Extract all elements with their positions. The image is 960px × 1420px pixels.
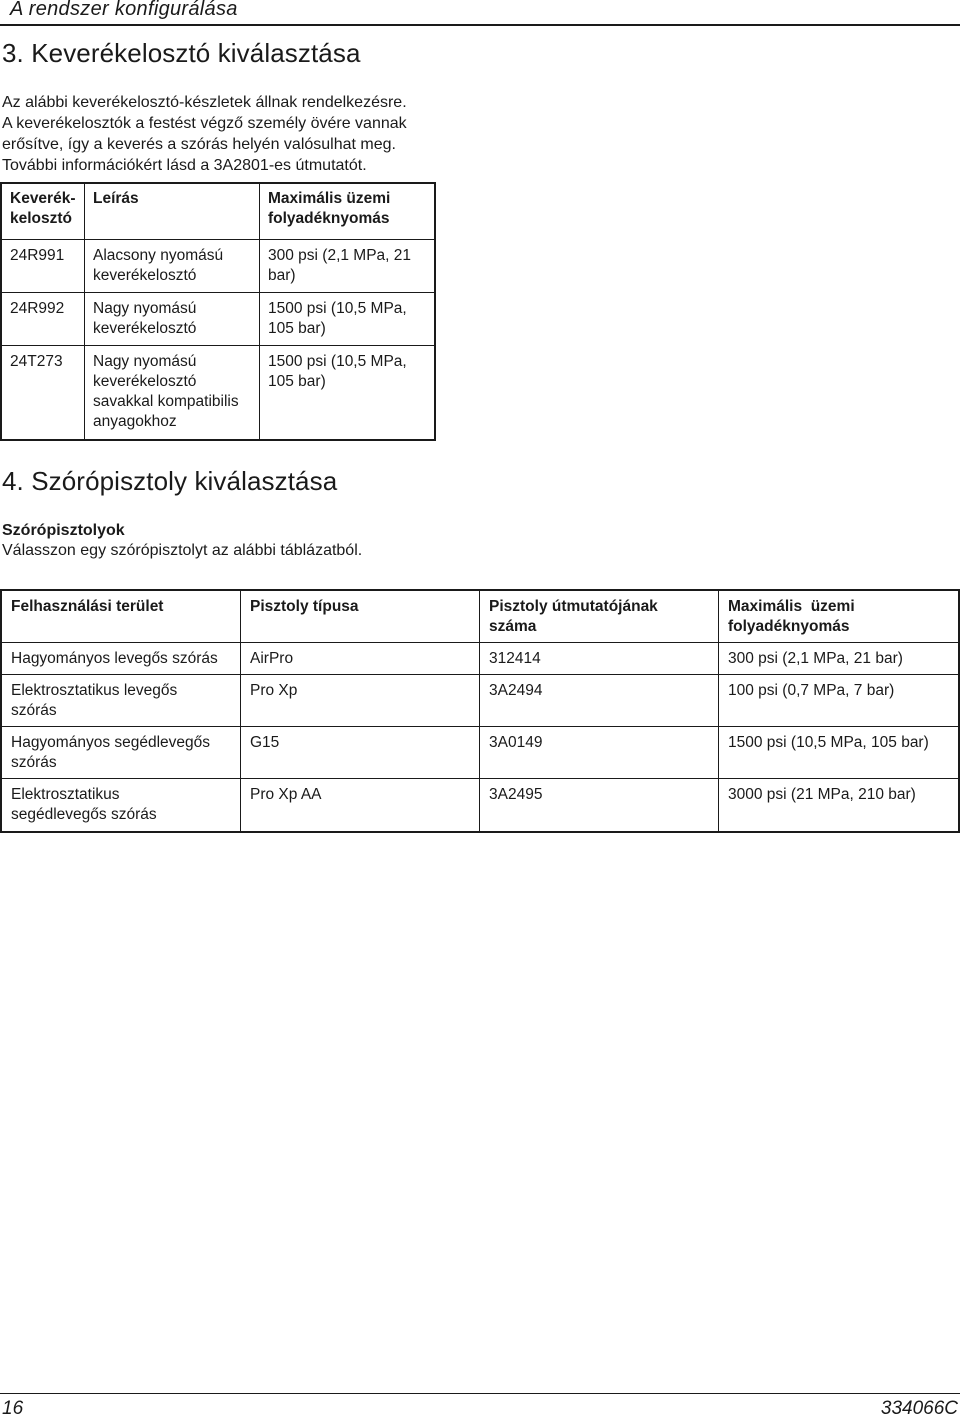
gun-manual-cell: 3A2495 [480,779,719,833]
section-4-title: 4. Szórópisztoly kiválasztása [2,466,338,496]
gun-type-cell: G15 [241,727,480,779]
mixer-pressure-cell [260,293,436,346]
section-4-subtext: Válasszon egy szórópisztolyt az alábbi táblázatból. [2,542,363,559]
header-text: folyadéknyomás [728,618,850,635]
cell-line: Nagy nyomású [93,300,197,317]
gun-manual-cell: 3A2494 [480,675,719,727]
gun-manual-cell: 3A0149 [480,727,719,779]
cell-line: Hagyományos segédlevegős [11,734,211,751]
table-row [1,643,959,675]
cell-line: anyagokhoz [93,413,177,430]
section-3-title: 3. Keverékelosztó kiválasztása [2,38,361,68]
cell-line: 300 psi (2,1 MPa, 21 [268,247,412,264]
mixer-description-cell [85,293,260,346]
cell-line: keverékelosztó [93,267,197,284]
intro-line: erősítve, így a keverés a szórás helyén valósulhat meg. [2,136,396,153]
mixer-code-cell: 24R991 [1,240,85,293]
page-number: 16 [2,1398,24,1419]
header-text: folyadéknyomás [268,210,390,227]
mixer-header-description: Leírás [85,183,260,240]
gun-area-cell [1,727,241,779]
mixer-table [0,182,436,441]
gun-area-cell [1,779,241,833]
gun-header-pressure [719,590,960,643]
table-row [1,346,435,441]
gun-type-cell: Pro Xp AA [241,779,480,833]
table-row [1,240,435,293]
cell-line: szórás [11,702,57,719]
cell-line: Alacsony nyomású [93,247,224,264]
mixer-description-cell [85,240,260,293]
gun-type-cell: Pro Xp [241,675,480,727]
section-4-subheading: Szórópisztolyok [2,522,125,539]
mixer-description-cell [85,346,260,441]
gun-table-header-row [1,590,959,643]
gun-header-manual: Pisztoly útmutatójának száma [480,590,719,643]
cell-line: 1500 psi (10,5 MPa, [268,300,407,317]
header-text: Maximális üzemi [728,598,855,615]
running-header-title: A rendszer konfigurálása [10,0,238,20]
gun-pressure-cell: 1500 psi (10,5 MPa, 105 bar) [719,727,960,779]
cell-line: szórás [11,754,57,771]
header-text: Maximális üzemi [268,190,391,207]
mixer-table-header-row [1,183,435,240]
document-number: 334066C [880,1398,958,1419]
cell-line: 105 bar) [268,373,326,390]
intro-line: A keverékelosztók a festést végző személy övére vannak [2,115,407,132]
gun-pressure-cell: 100 psi (0,7 MPa, 7 bar) [719,675,960,727]
footer-rule [0,1393,960,1394]
gun-area-cell [1,675,241,727]
table-row [1,293,435,346]
gun-type-cell: AirPro [241,643,480,675]
header-text: kelosztó [10,210,73,227]
intro-line: További információkért lásd a 3A2801-es útmutatót. [2,157,367,174]
header-rule [0,24,960,26]
gun-area-cell [1,643,241,675]
cell-line: segédlevegős szórás [11,806,157,823]
header-text: Keverék- [10,190,76,207]
table-row [1,727,959,779]
cell-line: keverékelosztó [93,373,197,390]
gun-pressure-cell: 3000 psi (21 MPa, 210 bar) [719,779,960,833]
cell-line: Elektrosztatikus levegős [11,682,178,699]
mixer-pressure-cell [260,346,436,441]
cell-line: keverékelosztó [93,320,197,337]
mixer-code-cell: 24R992 [1,293,85,346]
cell-line: 105 bar) [268,320,326,337]
spray-gun-table [0,589,960,833]
section-3-intro [2,92,442,176]
cell-line: Elektrosztatikus [11,786,120,803]
cell-line: Nagy nyomású [93,353,197,370]
cell-line: bar) [268,267,296,284]
table-row [1,675,959,727]
table-row [1,779,959,833]
mixer-code-cell: 24T273 [10,353,63,370]
cell-line: 1500 psi (10,5 MPa, [268,353,407,370]
mixer-header-pressure [260,183,436,240]
gun-pressure-cell: 300 psi (2,1 MPa, 21 bar) [719,643,960,675]
cell-line: Hagyományos levegős szórás [11,650,218,667]
mixer-pressure-cell [260,240,436,293]
gun-manual-cell: 312414 [480,643,719,675]
gun-header-area: Felhasználási terület [1,590,241,643]
gun-header-type: Pisztoly típusa [241,590,480,643]
mixer-header-code [1,183,85,240]
intro-line: Az alábbi keverékelosztó-készletek állnak rendelkezésre. [2,94,407,111]
cell-line: savakkal kompatibilis [93,393,239,410]
